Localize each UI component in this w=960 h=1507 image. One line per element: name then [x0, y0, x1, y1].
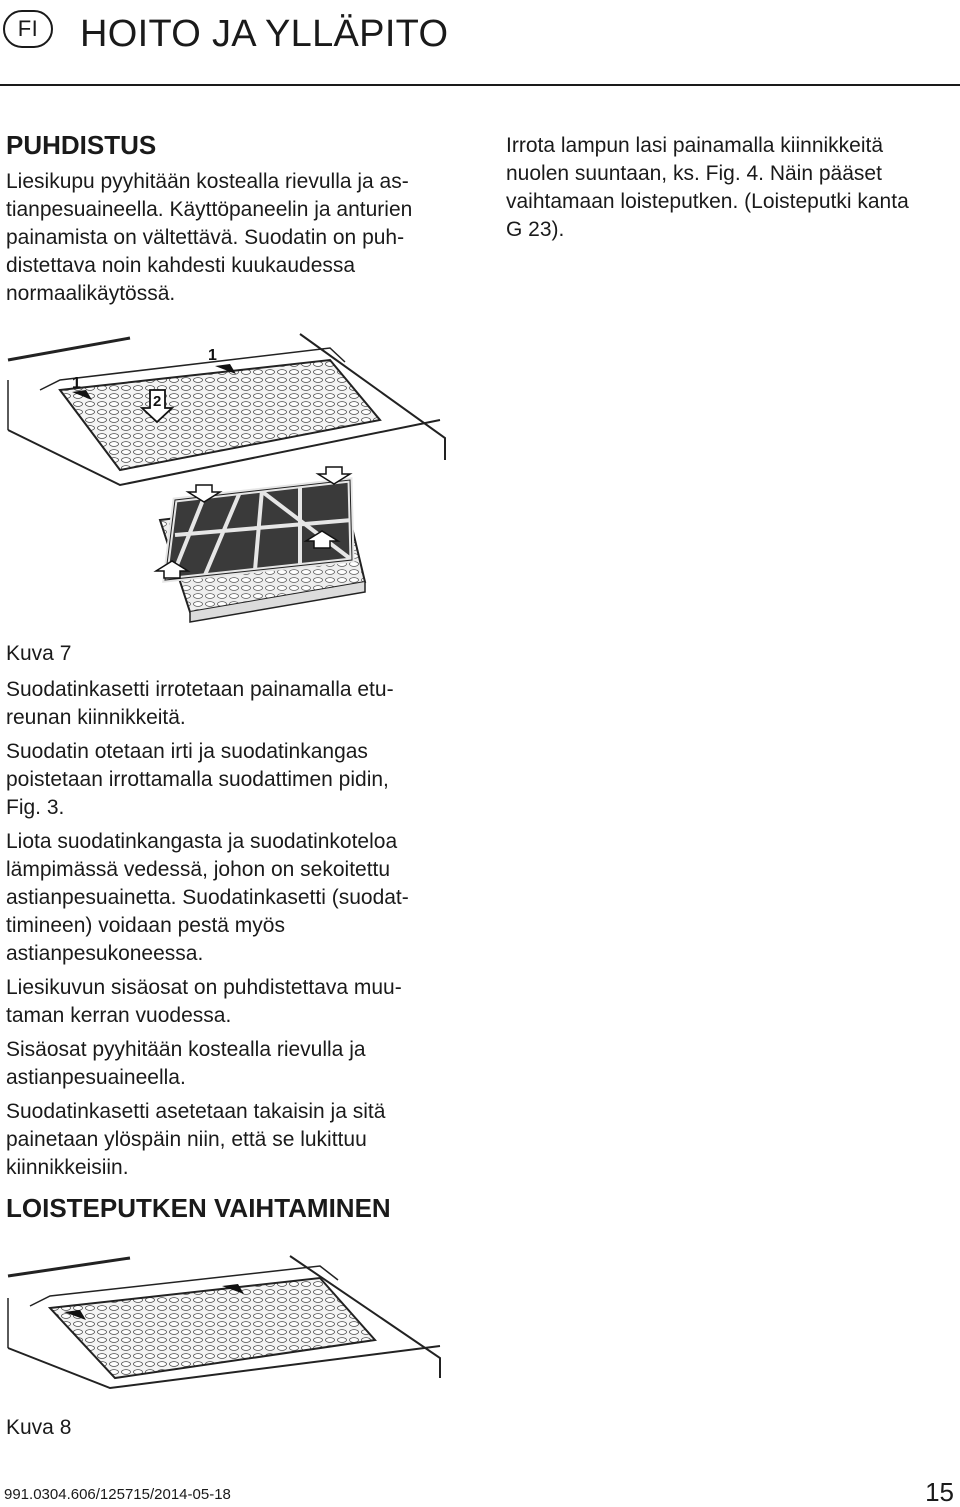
text-line: astianpesuaineella. — [6, 1066, 186, 1089]
text-line: Suodatinkasetti asetetaan takaisin ja sitä — [6, 1100, 386, 1123]
text-line: Liesikupu pyyhitään kostealla rievulla ja as- — [6, 170, 409, 193]
paragraph — [6, 974, 461, 1030]
text-line: painamista on vältettävä. Suodatin on puh- — [6, 226, 405, 249]
text-line: reunan kiinnikkeitä. — [6, 706, 186, 729]
filter-cassette — [160, 480, 365, 622]
text-line: Liota suodatinkangasta ja suodatinkoteloa — [6, 830, 398, 853]
header-rule — [0, 84, 960, 86]
figure-8-caption: Kuva 8 — [6, 1416, 72, 1439]
text-line: painetaan ylöspäin niin, että se lukittuu — [6, 1128, 367, 1151]
text-line: Irrota lampun lasi painamalla kiinnikkeitä — [506, 134, 884, 157]
text-line: Suodatin otetaan irti ja suodatinkangas — [6, 740, 368, 763]
text-line: normaalikäytössä. — [6, 282, 176, 305]
paragraph — [6, 1036, 461, 1092]
language-badge: FI — [3, 10, 53, 48]
grease-filter-panel — [60, 360, 380, 470]
text-line: Suodatinkasetti irrotetaan painamalla etu- — [6, 678, 394, 701]
text-line: vaihtamaan loisteputken. (Loisteputki kanta — [506, 190, 909, 213]
paragraph — [6, 676, 461, 732]
text-line: distettava noin kahdesti kuukaudessa — [6, 254, 356, 277]
text-line: Sisäosat pyyhitään kostealla rievulla ja — [6, 1038, 366, 1061]
filter-instructions — [6, 676, 461, 1182]
section-heading-cleaning: PUHDISTUS — [6, 130, 157, 160]
page-title: HOITO JA YLLÄPITO — [80, 13, 449, 55]
text-line: taman kerran vuodessa. — [6, 1004, 232, 1027]
figure-8-illustration — [0, 1248, 460, 1393]
callout-label: 2 — [153, 393, 162, 410]
paragraph — [6, 828, 461, 968]
section-heading-tube-replacement: LOISTEPUTKEN VAIHTAMINEN — [6, 1193, 391, 1223]
text-line: G 23). — [506, 218, 565, 241]
lamp-cover-panel — [50, 1278, 375, 1378]
text-line: nuolen suuntaan, ks. Fig. 4. Näin pääset — [506, 162, 882, 185]
figure-7-illustration — [0, 320, 460, 630]
lamp-instructions — [506, 132, 956, 244]
figure-7-caption: Kuva 7 — [6, 642, 72, 665]
text-line: astianpesuainetta. Suodatinkasetti (suodat- — [6, 886, 409, 909]
paragraph — [6, 1098, 461, 1182]
document-code: 991.0304.606/125715/2014-05-18 — [4, 1486, 231, 1503]
page-number: 15 — [925, 1477, 954, 1507]
text-line: poistetaan irrottamalla suodattimen pidin, — [6, 768, 389, 791]
text-line: Fig. 3. — [6, 796, 65, 819]
text-line: astianpesukoneessa. — [6, 942, 204, 965]
text-line: lämpimässä vedessä, johon on sekoitettu — [6, 858, 391, 881]
callout-label: 1 — [72, 375, 81, 392]
text-line: timineen) voidaan pestä myös — [6, 914, 285, 937]
text-line: Liesikuvun sisäosat on puhdistettava muu- — [6, 976, 402, 999]
text-line: kiinnikkeisiin. — [6, 1156, 129, 1179]
text-line: tianpesuaineella. Käyttöpaneelin ja anturien — [6, 198, 413, 221]
paragraph — [6, 738, 461, 822]
callout-label: 1 — [208, 347, 217, 364]
cleaning-intro — [6, 168, 461, 308]
